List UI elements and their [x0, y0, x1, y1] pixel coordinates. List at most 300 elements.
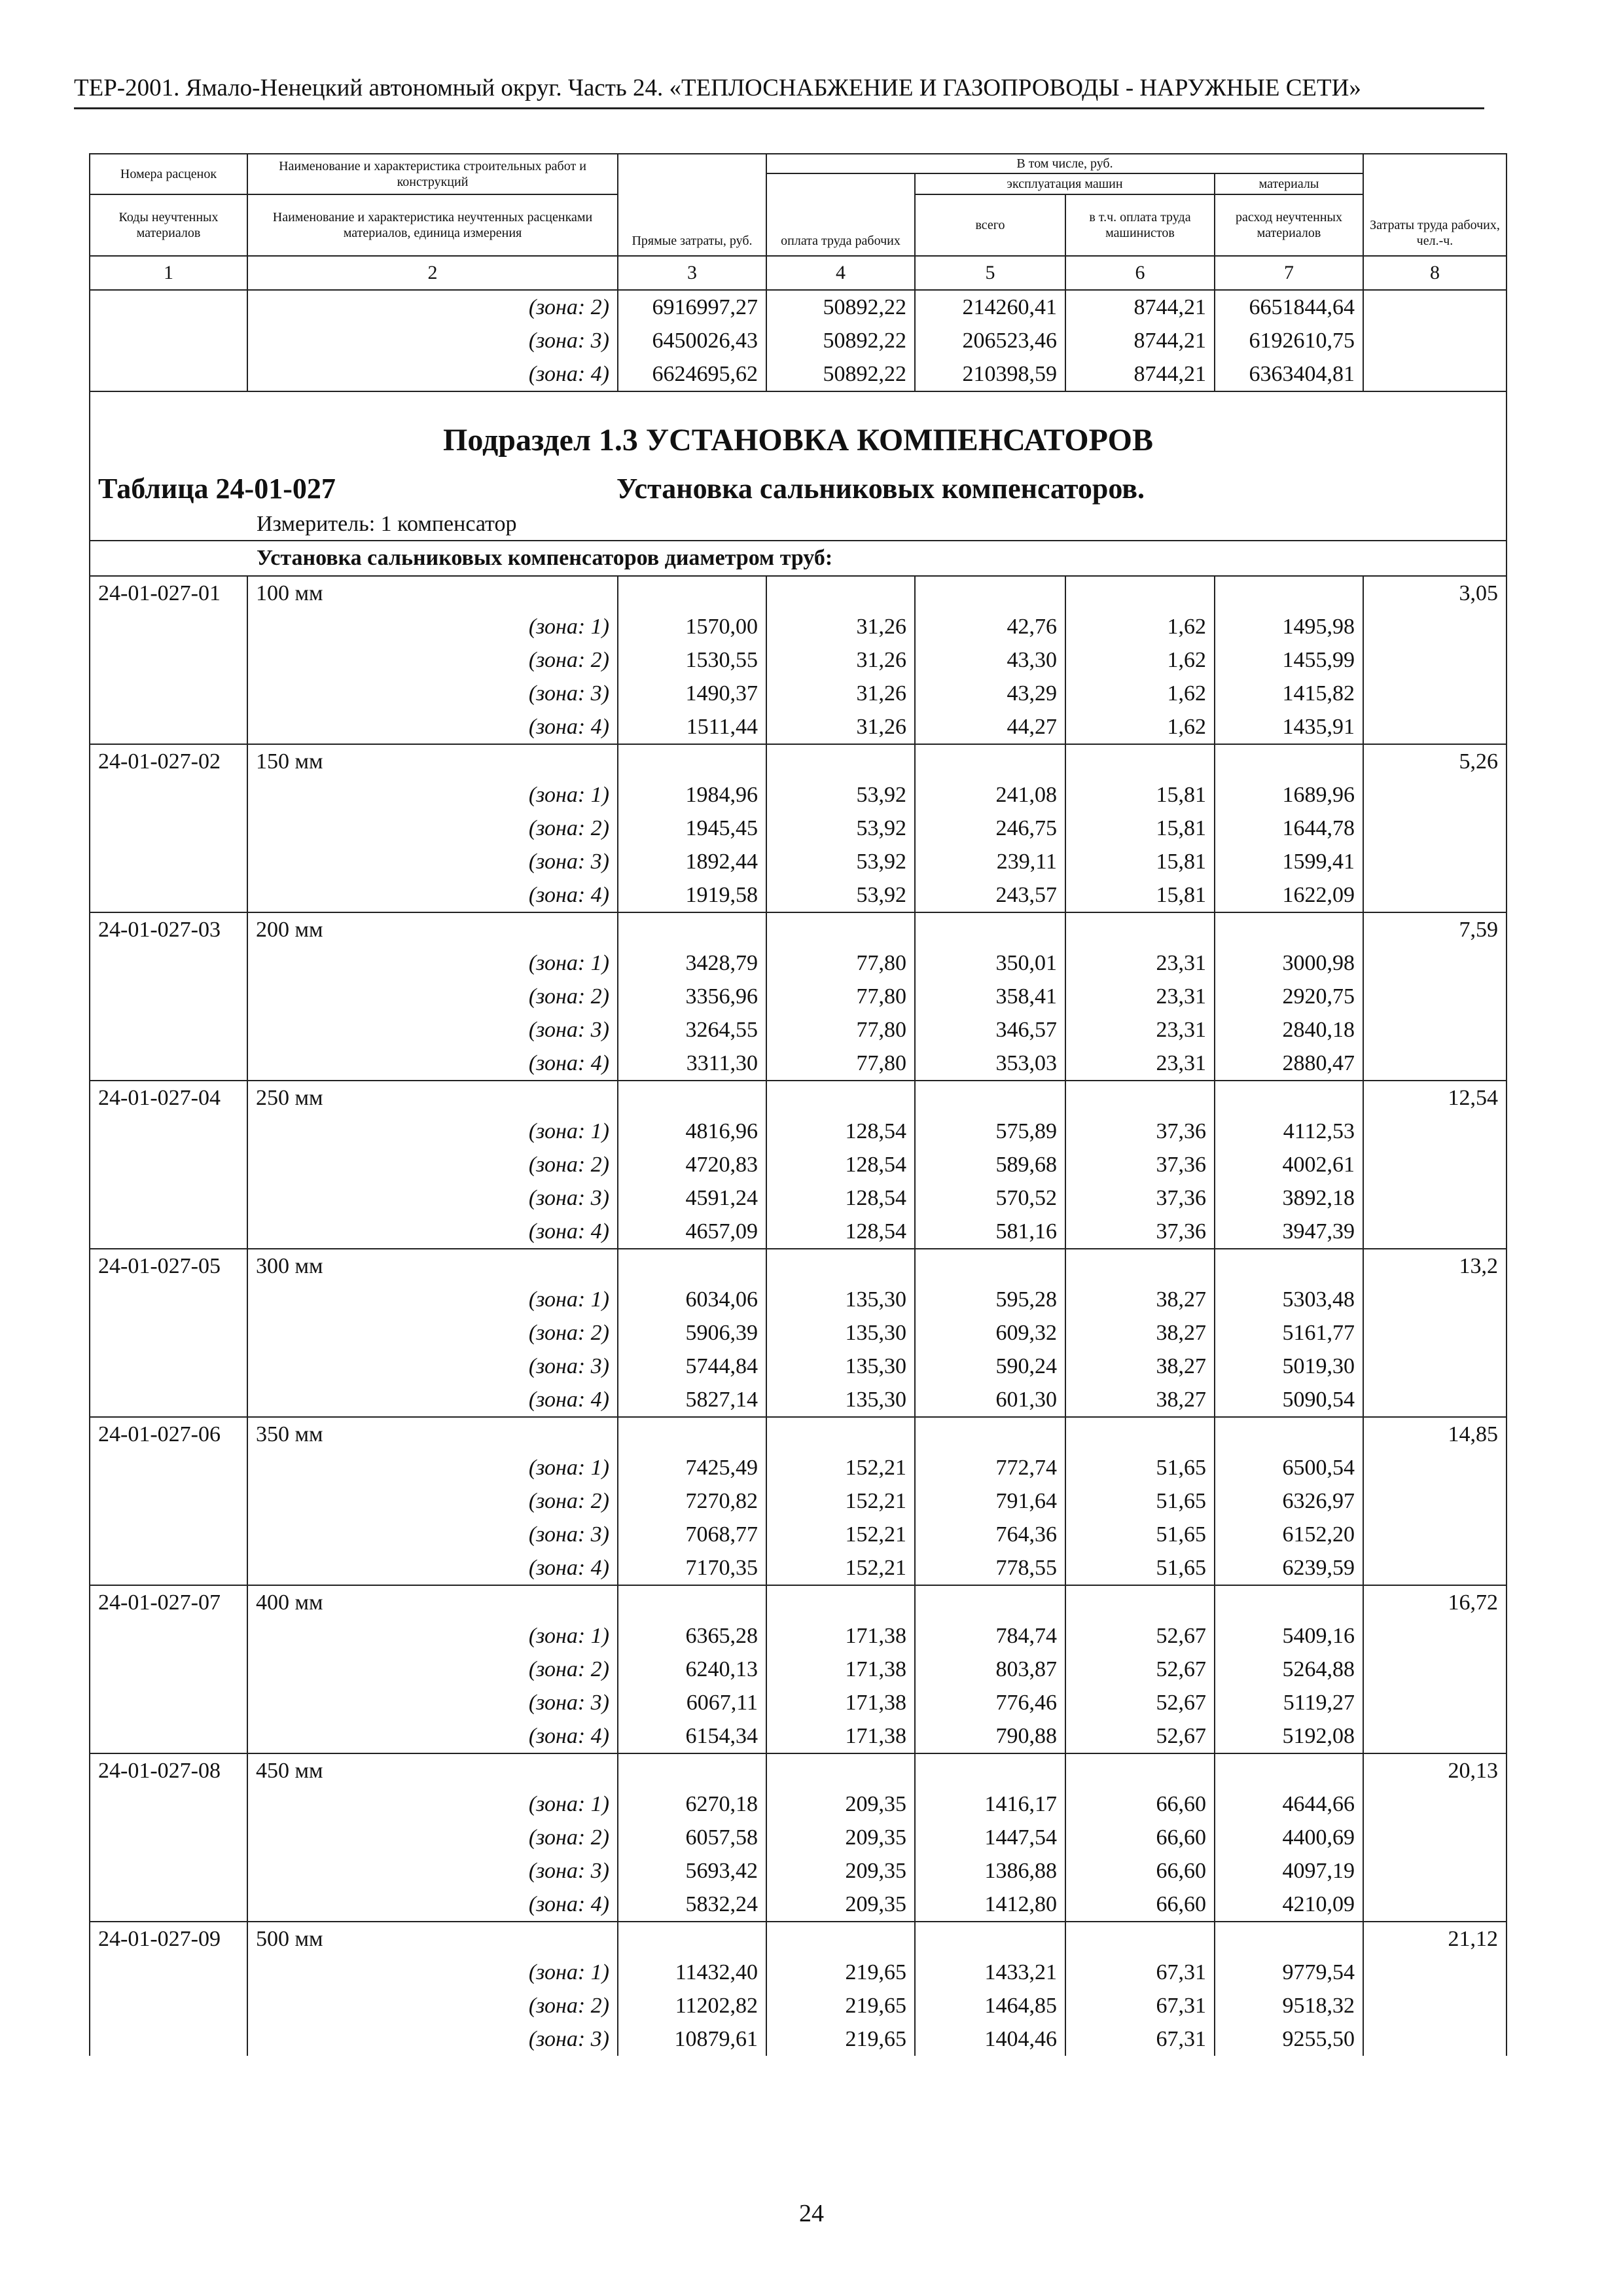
item-row	[90, 1417, 1507, 1451]
operator-wages: 66,60	[1065, 1787, 1215, 1821]
labor-cell-empty	[1363, 1283, 1507, 1316]
code-cell-empty	[90, 1451, 247, 1484]
code-cell-empty	[90, 1989, 247, 2022]
zone-label: (зона: 2)	[247, 1821, 618, 1854]
labor-cell-empty	[1363, 1451, 1507, 1484]
zone-row	[90, 778, 1507, 812]
direct-costs: 6067,11	[618, 1686, 766, 1719]
empty-cell	[1065, 1417, 1215, 1451]
operator-wages: 15,81	[1065, 845, 1215, 878]
direct-costs: 1490,37	[618, 677, 766, 710]
worker-wages: 171,38	[766, 1619, 915, 1653]
machines-total: 575,89	[915, 1115, 1065, 1148]
worker-wages: 77,80	[766, 1013, 915, 1047]
direct-costs: 4720,83	[618, 1148, 766, 1181]
machines-total: 1433,21	[915, 1956, 1065, 1989]
code-cell-empty	[90, 1518, 247, 1551]
materials-cost: 9518,32	[1215, 1989, 1363, 2022]
machines-total: 43,29	[915, 677, 1065, 710]
machines-total: 239,11	[915, 845, 1065, 878]
direct-costs: 5744,84	[618, 1350, 766, 1383]
zone-row	[90, 1956, 1507, 1989]
item-code: 24-01-027-06	[90, 1417, 247, 1451]
table-title-row	[90, 469, 1507, 509]
page-number: 24	[799, 2200, 824, 2227]
operator-wages: 66,60	[1065, 1888, 1215, 1922]
worker-wages: 31,26	[766, 677, 915, 710]
operator-wages: 52,67	[1065, 1686, 1215, 1719]
operator-wages: 1,62	[1065, 610, 1215, 643]
worker-wages: 128,54	[766, 1181, 915, 1215]
direct-costs: 6916997,27	[618, 290, 766, 324]
zone-row	[90, 290, 1507, 324]
operator-wages: 15,81	[1065, 878, 1215, 912]
materials-cost: 1644,78	[1215, 812, 1363, 845]
materials-cost: 4644,66	[1215, 1787, 1363, 1821]
labor-cell-empty	[1363, 980, 1507, 1013]
zone-row	[90, 1821, 1507, 1854]
zone-row	[90, 1619, 1507, 1653]
machines-total: 353,03	[915, 1047, 1065, 1081]
column-number: 3	[618, 256, 766, 290]
direct-costs: 1945,45	[618, 812, 766, 845]
zone-row	[90, 1719, 1507, 1753]
labor-cell-empty	[1363, 1047, 1507, 1081]
operator-wages: 52,67	[1065, 1653, 1215, 1686]
zone-label: (зона: 2)	[247, 1148, 618, 1181]
machines-total: 595,28	[915, 1283, 1065, 1316]
direct-costs: 3311,30	[618, 1047, 766, 1081]
machines-total: 581,16	[915, 1215, 1065, 1249]
empty-cell	[618, 1753, 766, 1787]
worker-wages: 77,80	[766, 946, 915, 980]
item-labor: 21,12	[1363, 1922, 1507, 1956]
labor-cell-empty	[1363, 1383, 1507, 1417]
header-code: Номера расценок	[90, 154, 247, 194]
machines-total: 778,55	[915, 1551, 1065, 1585]
machines-total: 1386,88	[915, 1854, 1065, 1888]
empty-cell	[1065, 744, 1215, 778]
direct-costs: 4591,24	[618, 1181, 766, 1215]
zone-row	[90, 643, 1507, 677]
zone-label: (зона: 4)	[247, 1215, 618, 1249]
labor-cell-empty	[1363, 1787, 1507, 1821]
zone-row	[90, 1283, 1507, 1316]
empty-cell	[766, 1585, 915, 1619]
code-cell-empty	[90, 1181, 247, 1215]
header-wages: оплата труда рабочих	[766, 173, 915, 256]
item-code: 24-01-027-09	[90, 1922, 247, 1956]
materials-cost: 5119,27	[1215, 1686, 1363, 1719]
empty-cell	[915, 1081, 1065, 1115]
materials-cost: 2920,75	[1215, 980, 1363, 1013]
direct-costs: 6034,06	[618, 1283, 766, 1316]
worker-wages: 135,30	[766, 1350, 915, 1383]
empty-cell	[618, 1417, 766, 1451]
worker-wages: 53,92	[766, 878, 915, 912]
worker-wages: 152,21	[766, 1518, 915, 1551]
empty-cell	[1065, 1753, 1215, 1787]
subsection-title: Подраздел 1.3 УСТАНОВКА КОМПЕНСАТОРОВ	[90, 391, 1507, 469]
empty-cell	[1215, 1249, 1363, 1283]
materials-cost: 4112,53	[1215, 1115, 1363, 1148]
materials-cost: 6651844,64	[1215, 290, 1363, 324]
operator-wages: 15,81	[1065, 812, 1215, 845]
machines-total: 791,64	[915, 1484, 1065, 1518]
labor-cell-empty	[1363, 710, 1507, 744]
materials-cost: 6152,20	[1215, 1518, 1363, 1551]
zone-label: (зона: 3)	[247, 1686, 618, 1719]
zone-row	[90, 610, 1507, 643]
item-row	[90, 576, 1507, 610]
materials-cost: 3947,39	[1215, 1215, 1363, 1249]
zone-row	[90, 1115, 1507, 1148]
empty-cell	[915, 1249, 1065, 1283]
code-cell-empty	[90, 2022, 247, 2056]
item-name: 150 мм	[247, 744, 618, 778]
worker-wages: 152,21	[766, 1551, 915, 1585]
item-name: 400 мм	[247, 1585, 618, 1619]
worker-wages: 171,38	[766, 1686, 915, 1719]
operator-wages: 52,67	[1065, 1719, 1215, 1753]
empty-cell	[618, 1922, 766, 1956]
zone-label: (зона: 3)	[247, 1854, 618, 1888]
item-labor: 20,13	[1363, 1753, 1507, 1787]
zone-label: (зона: 3)	[247, 2022, 618, 2056]
item-row	[90, 1585, 1507, 1619]
item-name: 350 мм	[247, 1417, 618, 1451]
empty-cell	[1065, 1081, 1215, 1115]
item-code: 24-01-027-07	[90, 1585, 247, 1619]
code-cell-empty	[90, 812, 247, 845]
header-name: Наименование и характеристика строительных работ и конструкций	[247, 154, 618, 194]
code-cell-empty	[90, 878, 247, 912]
operator-wages: 51,65	[1065, 1451, 1215, 1484]
empty-cell	[1215, 744, 1363, 778]
item-row	[90, 912, 1507, 946]
zone-label: (зона: 2)	[247, 980, 618, 1013]
column-number: 6	[1065, 256, 1215, 290]
zone-label: (зона: 2)	[247, 812, 618, 845]
empty-cell	[766, 1249, 915, 1283]
operator-wages: 38,27	[1065, 1383, 1215, 1417]
code-cell-empty	[90, 1619, 247, 1653]
item-name: 450 мм	[247, 1753, 618, 1787]
item-labor: 7,59	[1363, 912, 1507, 946]
zone-row	[90, 1181, 1507, 1215]
direct-costs: 6450026,43	[618, 324, 766, 357]
machines-total: 784,74	[915, 1619, 1065, 1653]
labor-cell-empty	[1363, 1956, 1507, 1989]
materials-cost: 1622,09	[1215, 878, 1363, 912]
machines-total: 206523,46	[915, 324, 1065, 357]
zone-label: (зона: 4)	[247, 1047, 618, 1081]
worker-wages: 77,80	[766, 1047, 915, 1081]
worker-wages: 152,21	[766, 1484, 915, 1518]
materials-cost: 5090,54	[1215, 1383, 1363, 1417]
worker-wages: 128,54	[766, 1215, 915, 1249]
materials-cost: 5161,77	[1215, 1316, 1363, 1350]
labor-cell-empty	[1363, 1989, 1507, 2022]
operator-wages: 23,31	[1065, 946, 1215, 980]
header-machines-total: всего	[915, 194, 1065, 256]
worker-wages: 209,35	[766, 1854, 915, 1888]
zone-row	[90, 878, 1507, 912]
price-table	[89, 153, 1507, 2056]
zone-row	[90, 1518, 1507, 1551]
empty-cell	[618, 744, 766, 778]
code-cell-empty	[90, 1115, 247, 1148]
labor-cell-empty	[1363, 1115, 1507, 1148]
zone-row	[90, 1215, 1507, 1249]
zone-label: (зона: 3)	[247, 1518, 618, 1551]
materials-cost: 5192,08	[1215, 1719, 1363, 1753]
labor-cell-empty	[1363, 357, 1507, 391]
labor-cell-empty	[1363, 1854, 1507, 1888]
empty-cell	[915, 912, 1065, 946]
labor-cell-empty	[1363, 1350, 1507, 1383]
worker-wages: 128,54	[766, 1148, 915, 1181]
labor-cell-empty	[1363, 1148, 1507, 1181]
zone-label: (зона: 3)	[247, 324, 618, 357]
zone-label: (зона: 4)	[247, 878, 618, 912]
labor-cell-empty	[1363, 812, 1507, 845]
item-labor: 12,54	[1363, 1081, 1507, 1115]
zone-label: (зона: 3)	[247, 1181, 618, 1215]
machines-total: 42,76	[915, 610, 1065, 643]
zone-row	[90, 1013, 1507, 1047]
empty-cell	[1215, 1922, 1363, 1956]
machines-total: 764,36	[915, 1518, 1065, 1551]
empty-cell	[1065, 912, 1215, 946]
labor-cell-empty	[1363, 1215, 1507, 1249]
column-numbers-row	[90, 256, 1507, 290]
zone-row	[90, 710, 1507, 744]
item-row	[90, 1081, 1507, 1115]
worker-wages: 209,35	[766, 1787, 915, 1821]
materials-cost: 4002,61	[1215, 1148, 1363, 1181]
empty-cell	[915, 744, 1065, 778]
zone-label: (зона: 1)	[247, 946, 618, 980]
code-cell-empty	[90, 1888, 247, 1922]
worker-wages: 209,35	[766, 1821, 915, 1854]
machines-total: 772,74	[915, 1451, 1065, 1484]
worker-wages: 53,92	[766, 812, 915, 845]
direct-costs: 11202,82	[618, 1989, 766, 2022]
code-cell-empty	[90, 324, 247, 357]
materials-cost: 1599,41	[1215, 845, 1363, 878]
labor-cell-empty	[1363, 1484, 1507, 1518]
measure-unit: Измеритель: 1 компенсатор	[90, 509, 1507, 541]
item-labor: 3,05	[1363, 576, 1507, 610]
direct-costs: 6270,18	[618, 1787, 766, 1821]
zone-row	[90, 1451, 1507, 1484]
labor-cell-empty	[1363, 290, 1507, 324]
header-direct-costs: Прямые затраты, руб.	[618, 154, 766, 256]
direct-costs: 7068,77	[618, 1518, 766, 1551]
header-unaccounted-materials: расход неучтенных материалов	[1215, 194, 1363, 256]
worker-wages: 219,65	[766, 1956, 915, 1989]
empty-cell	[766, 1922, 915, 1956]
machines-total: 241,08	[915, 778, 1065, 812]
materials-cost: 1689,96	[1215, 778, 1363, 812]
empty-cell	[766, 744, 915, 778]
materials-cost: 6500,54	[1215, 1451, 1363, 1484]
worker-wages: 135,30	[766, 1316, 915, 1350]
machines-total: 1404,46	[915, 2022, 1065, 2056]
direct-costs: 3356,96	[618, 980, 766, 1013]
code-cell-empty	[90, 1854, 247, 1888]
operator-wages: 66,60	[1065, 1821, 1215, 1854]
zone-row	[90, 1316, 1507, 1350]
empty-cell	[1215, 576, 1363, 610]
direct-costs: 5827,14	[618, 1383, 766, 1417]
operator-wages: 37,36	[1065, 1115, 1215, 1148]
materials-cost: 6363404,81	[1215, 357, 1363, 391]
item-name: 500 мм	[247, 1922, 618, 1956]
empty-cell	[915, 1585, 1065, 1619]
code-cell-empty	[90, 1719, 247, 1753]
zone-label: (зона: 1)	[247, 1115, 618, 1148]
header-row-1	[90, 154, 1507, 173]
worker-wages: 219,65	[766, 1989, 915, 2022]
zone-label: (зона: 2)	[247, 1989, 618, 2022]
machines-total: 1412,80	[915, 1888, 1065, 1922]
materials-cost: 5409,16	[1215, 1619, 1363, 1653]
worker-wages: 50892,22	[766, 290, 915, 324]
labor-cell-empty	[1363, 324, 1507, 357]
labor-cell-empty	[1363, 1619, 1507, 1653]
materials-cost: 1495,98	[1215, 610, 1363, 643]
code-cell-empty	[90, 980, 247, 1013]
empty-cell	[766, 1417, 915, 1451]
operator-wages: 23,31	[1065, 980, 1215, 1013]
page-header-title: ТЕР-2001. Ямало-Ненецкий автономный округ. Часть 24. «ТЕПЛОСНАБЖЕНИЕ И ГАЗОПРОВОДЫ - НАРУЖНЫЕ СЕТИ»	[74, 75, 1361, 101]
machines-total: 210398,59	[915, 357, 1065, 391]
code-cell-empty	[90, 1047, 247, 1081]
worker-wages: 53,92	[766, 845, 915, 878]
machines-total: 1464,85	[915, 1989, 1065, 2022]
empty-cell	[766, 576, 915, 610]
materials-cost: 9255,50	[1215, 2022, 1363, 2056]
zone-label: (зона: 2)	[247, 1653, 618, 1686]
direct-costs: 3264,55	[618, 1013, 766, 1047]
materials-cost: 5019,30	[1215, 1350, 1363, 1383]
zone-label: (зона: 4)	[247, 710, 618, 744]
direct-costs: 7270,82	[618, 1484, 766, 1518]
item-row	[90, 1922, 1507, 1956]
direct-costs: 4657,09	[618, 1215, 766, 1249]
worker-wages: 31,26	[766, 610, 915, 643]
zone-label: (зона: 4)	[247, 1551, 618, 1585]
column-number: 8	[1363, 256, 1507, 290]
labor-cell-empty	[1363, 677, 1507, 710]
empty-cell	[1215, 912, 1363, 946]
zone-row	[90, 1383, 1507, 1417]
code-cell-empty	[90, 1316, 247, 1350]
direct-costs: 1984,96	[618, 778, 766, 812]
empty-cell	[1065, 1249, 1215, 1283]
worker-wages: 219,65	[766, 2022, 915, 2056]
direct-costs: 3428,79	[618, 946, 766, 980]
operator-wages: 1,62	[1065, 710, 1215, 744]
item-code: 24-01-027-01	[90, 576, 247, 610]
materials-cost: 6326,97	[1215, 1484, 1363, 1518]
operator-wages: 1,62	[1065, 643, 1215, 677]
zone-label: (зона: 2)	[247, 290, 618, 324]
direct-costs: 5906,39	[618, 1316, 766, 1350]
zone-row	[90, 946, 1507, 980]
machines-total: 590,24	[915, 1350, 1065, 1383]
operator-wages: 67,31	[1065, 1989, 1215, 2022]
labor-cell-empty	[1363, 1181, 1507, 1215]
code-cell-empty	[90, 1148, 247, 1181]
machines-total: 1447,54	[915, 1821, 1065, 1854]
code-cell-empty	[90, 1956, 247, 1989]
zone-row	[90, 1148, 1507, 1181]
column-number: 4	[766, 256, 915, 290]
worker-wages: 135,30	[766, 1283, 915, 1316]
code-cell-empty	[90, 845, 247, 878]
materials-cost: 5264,88	[1215, 1653, 1363, 1686]
direct-costs: 6365,28	[618, 1619, 766, 1653]
operator-wages: 51,65	[1065, 1518, 1215, 1551]
empty-cell	[766, 1081, 915, 1115]
labor-cell-empty	[1363, 946, 1507, 980]
worker-wages: 152,21	[766, 1451, 915, 1484]
zone-row	[90, 1653, 1507, 1686]
code-cell-empty	[90, 357, 247, 391]
machines-total: 214260,41	[915, 290, 1065, 324]
labor-cell-empty	[1363, 610, 1507, 643]
empty-cell	[915, 576, 1065, 610]
zone-label: (зона: 2)	[247, 643, 618, 677]
code-cell-empty	[90, 1013, 247, 1047]
item-name: 100 мм	[247, 576, 618, 610]
header-labor: Затраты труда рабочих, чел.-ч.	[1363, 154, 1507, 256]
zone-label: (зона: 1)	[247, 1787, 618, 1821]
code-cell-empty	[90, 610, 247, 643]
labor-cell-empty	[1363, 878, 1507, 912]
subsection-row	[90, 391, 1507, 469]
operator-wages: 67,31	[1065, 1956, 1215, 1989]
zone-row	[90, 1551, 1507, 1585]
direct-costs: 6240,13	[618, 1653, 766, 1686]
operator-wages: 52,67	[1065, 1619, 1215, 1653]
operator-wages: 38,27	[1065, 1316, 1215, 1350]
direct-costs: 7425,49	[618, 1451, 766, 1484]
operator-wages: 66,60	[1065, 1854, 1215, 1888]
empty-cell	[915, 1753, 1065, 1787]
item-name: 300 мм	[247, 1249, 618, 1283]
operator-wages: 51,65	[1065, 1551, 1215, 1585]
operator-wages: 1,62	[1065, 677, 1215, 710]
machines-total: 246,75	[915, 812, 1065, 845]
empty-cell	[1215, 1081, 1363, 1115]
materials-cost: 4210,09	[1215, 1888, 1363, 1922]
item-code: 24-01-027-03	[90, 912, 247, 946]
code-cell-empty	[90, 643, 247, 677]
direct-costs: 1530,55	[618, 643, 766, 677]
materials-cost: 6192610,75	[1215, 324, 1363, 357]
direct-costs: 6624695,62	[618, 357, 766, 391]
empty-cell	[618, 1081, 766, 1115]
worker-wages: 171,38	[766, 1653, 915, 1686]
zone-row	[90, 1047, 1507, 1081]
direct-costs: 6057,58	[618, 1821, 766, 1854]
item-row	[90, 744, 1507, 778]
zone-row	[90, 1787, 1507, 1821]
